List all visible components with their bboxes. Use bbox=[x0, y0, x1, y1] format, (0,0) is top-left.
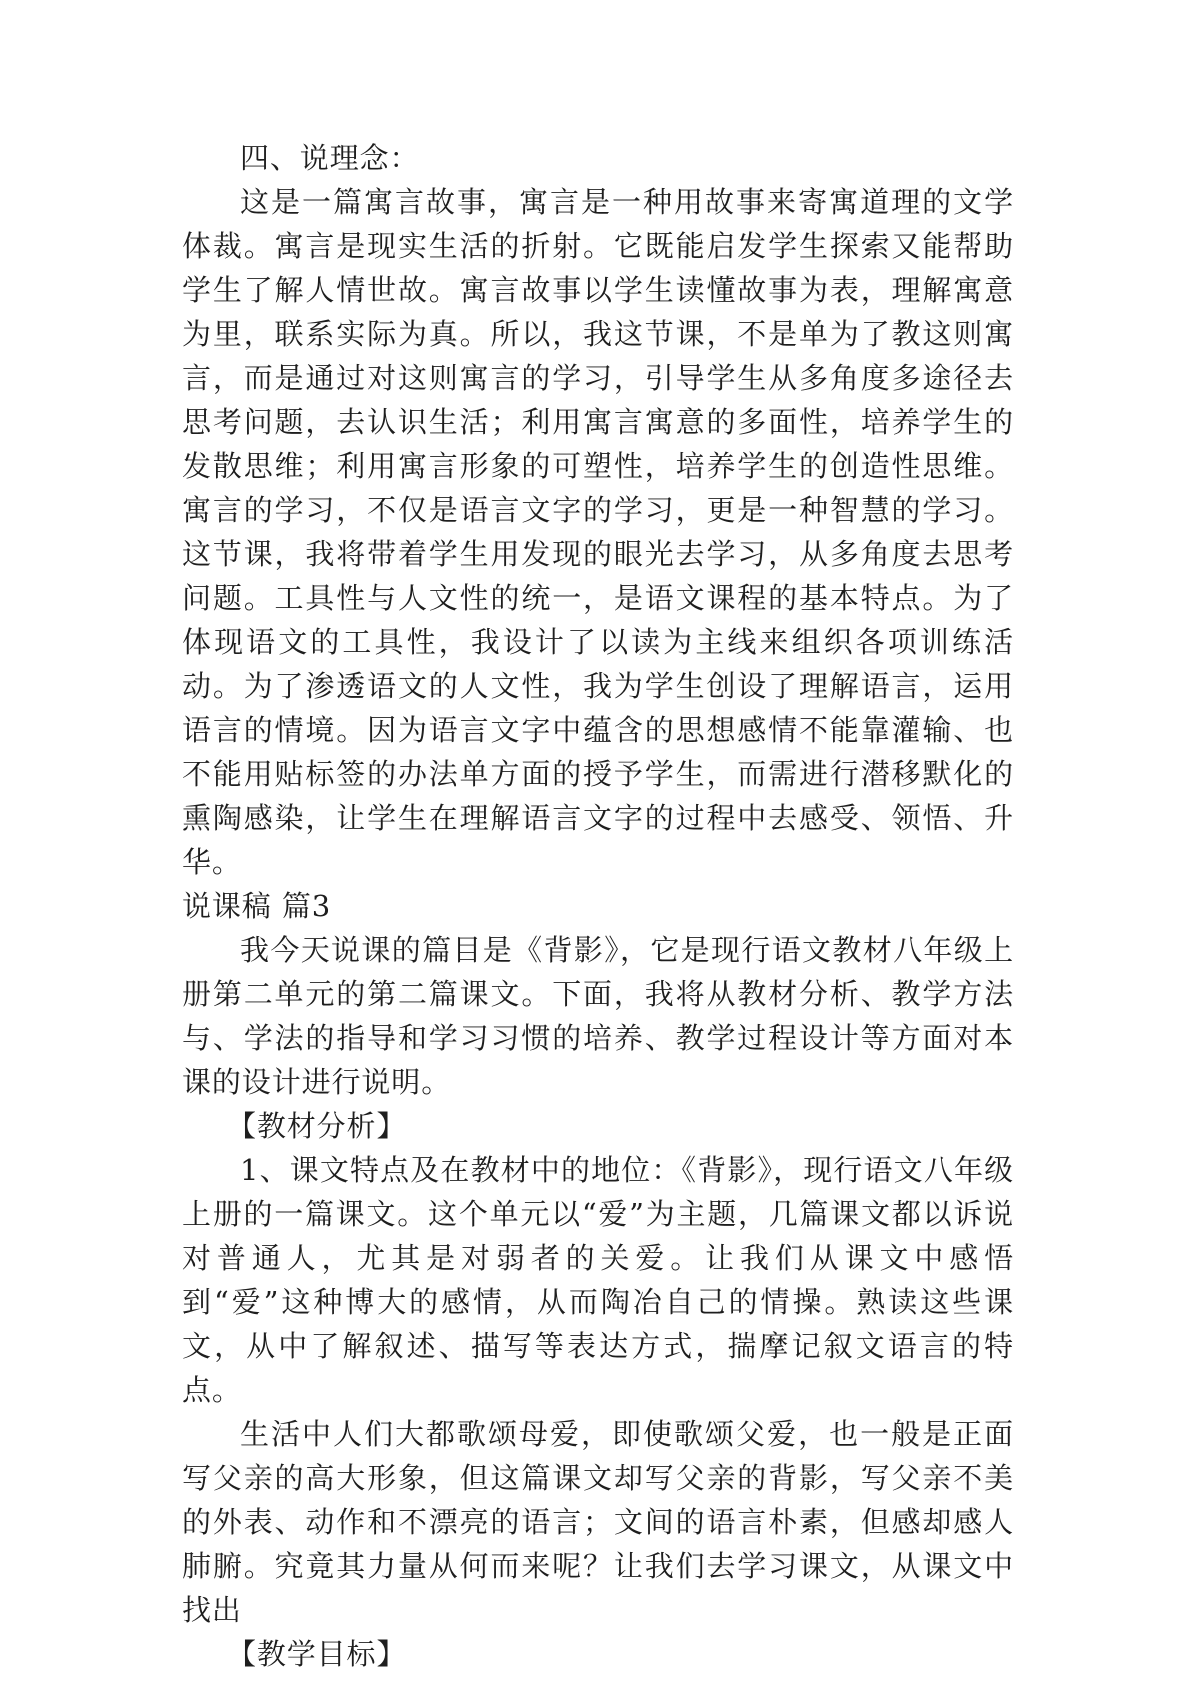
document-body bbox=[182, 136, 1014, 1676]
paragraph-intro: 我今天说课的篇目是《背影》，它是现行语文教材八年级上册第二单元的第二篇课文。下面，我将从教材分析、教学方法与、学法的指导和学习习惯的培养、教学过程设计等方面对本课的设计进行说明。 bbox=[182, 933, 1014, 1099]
section-heading-concept: 四、说理念： bbox=[240, 141, 420, 175]
paragraph-concept: 这是一篇寓言故事，寓言是一种用故事来寄寓道理的文学体裁。寓言是现实生活的折射。它既能启发学生探索又能帮助学生了解人情世故。寓言故事以学生读懂故事为表，理解寓意为里，联系实际为真。所以，我这节课，不是单为了教这则寓言，而是通过对这则寓言的学习，引导学生从多角度多途径去思考问题，去认识生活；利用寓言寓意的多面性，培养学生的发散思维；利用寓言形象的可塑性，培养学生的创造性思维。寓言的学习，不仅是语言文字的学习，更是一种智慧的学习。这节课，我将带着学生用发现的眼光去学习，从多角度去思考问题。工具性与人文性的统一，是语文课程的基本特点。为了体现语文的工具性，我设计了以读为主线来组织各项训练活动。为了渗透语文的人文性，我为学生创设了理解语言，运用语言的情境。因为语言文字中蕴含的思想感情不能靠灌输、也不能用贴标签的办法单方面的授予学生，而需进行潜移默化的熏陶感染，让学生在理解语言文字的过程中去感受、领悟、升华。 bbox=[182, 185, 1014, 879]
section-heading-lesson-3: 说课稿 篇3 bbox=[182, 889, 332, 923]
paragraph-life: 生活中人们大都歌颂母爱，即使歌颂父爱，也一般是正面写父亲的高大形象，但这篇课文却写父亲的背影，写父亲不美的外表、动作和不漂亮的语言；文间的语言朴素，但感却感人肺腑。究竟其力量从何而来呢？让我们去学习课文，从课文中找出 bbox=[182, 1417, 1014, 1627]
section-heading-goals: 【教学目标】 bbox=[226, 1637, 407, 1671]
paragraph-features: 1、课文特点及在教材中的地位：《背影》，现行语文八年级上册的一篇课文。这个单元以“爱”为主题，几篇课文都以诉说对普通人，尤其是对弱者的关爱。让我们从课文中感悟到“爱”这种博大的感情，从而陶冶自己的情操。熟读这些课文，从中了解叙述、描写等表达方式，揣摩记叙文语言的特点。 bbox=[182, 1153, 1014, 1407]
section-heading-analysis: 【教材分析】 bbox=[226, 1109, 407, 1143]
